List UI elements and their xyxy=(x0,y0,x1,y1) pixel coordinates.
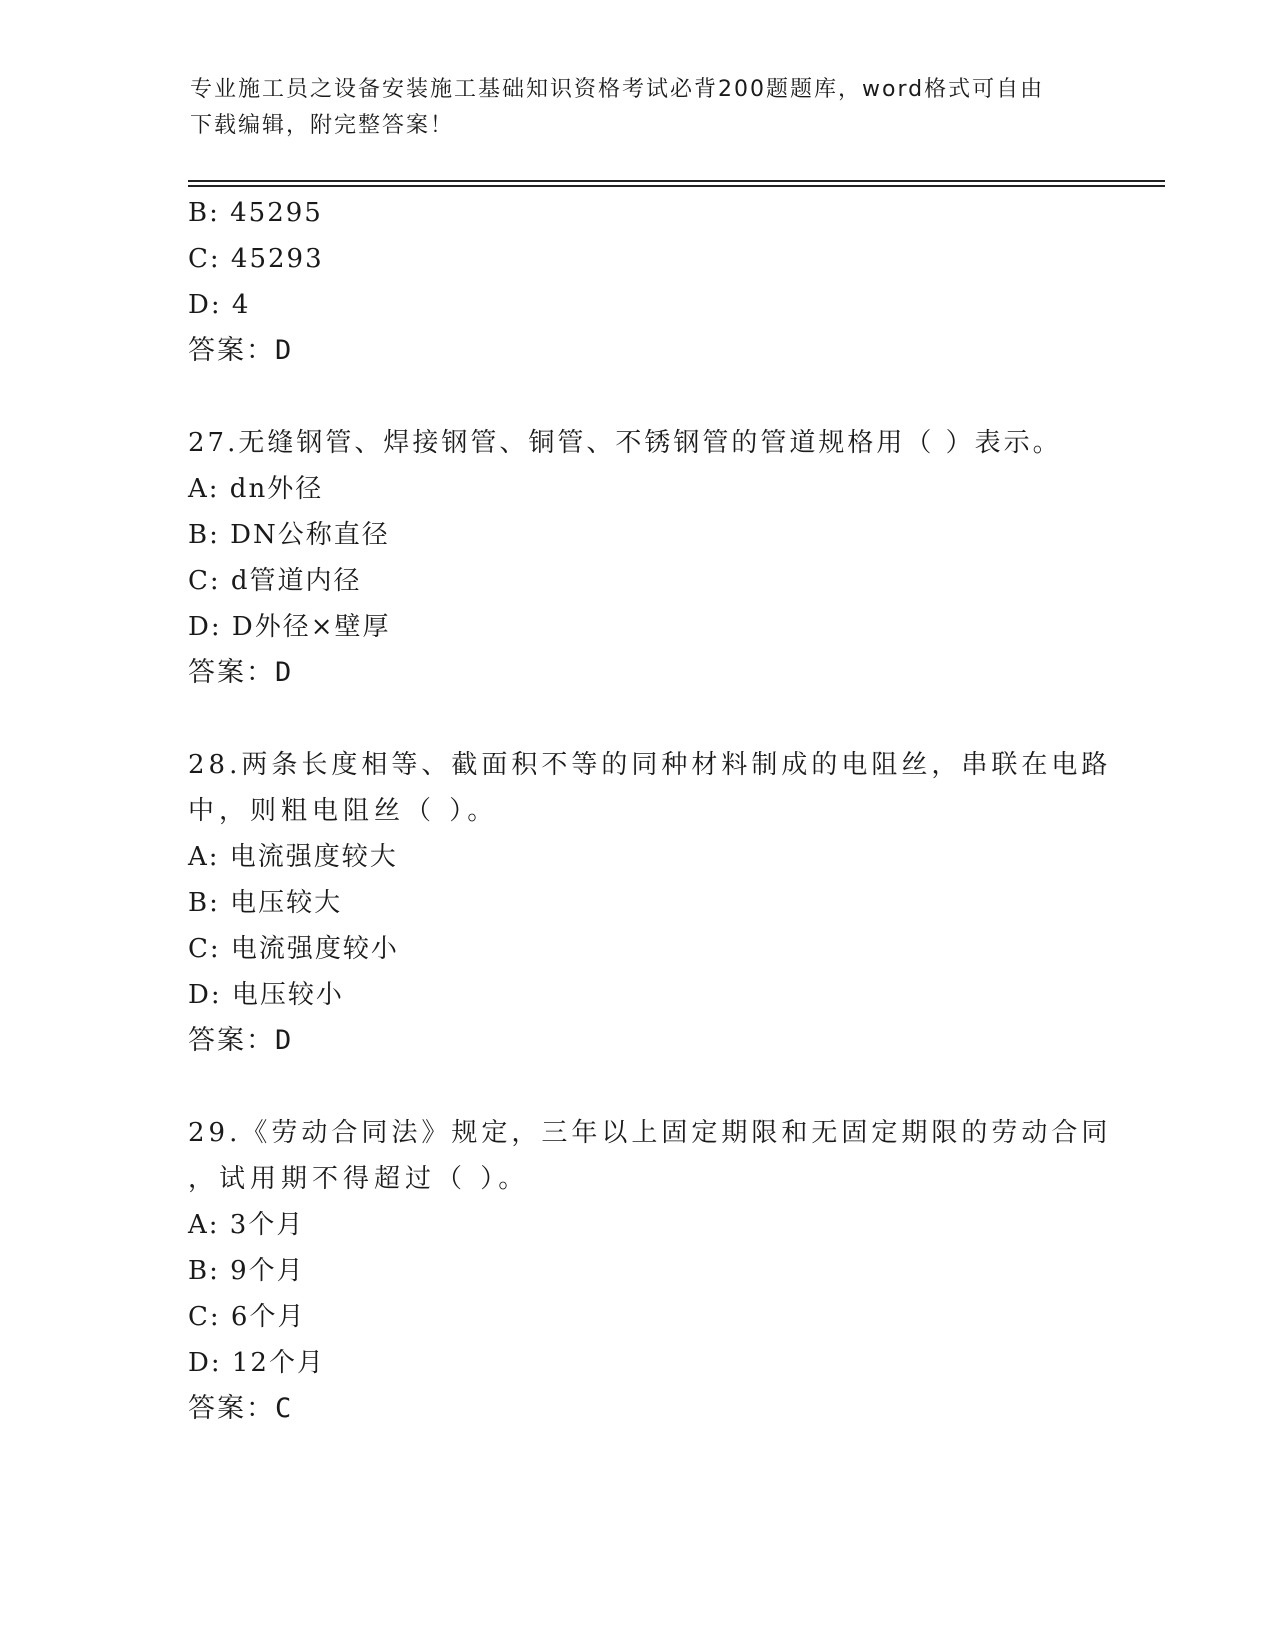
option-c: C: d管道内径 xyxy=(188,566,362,596)
option-d: D: 12个月 xyxy=(188,1348,325,1378)
question-list xyxy=(188,190,1112,1432)
question-27 xyxy=(188,420,1088,696)
option-b: B: 电压较大 xyxy=(188,888,343,918)
option-a: A: dn外径 xyxy=(188,474,324,504)
question-29 xyxy=(188,1110,1112,1432)
option-c: C: 电流强度较小 xyxy=(188,934,399,964)
question-stem-line-1: 28.两条长度相等、截面积不等的同种材料制成的电阻丝，串联在电路 xyxy=(188,750,1112,780)
option-a: A: 3个月 xyxy=(188,1210,305,1240)
header-divider-top xyxy=(188,180,1165,182)
option-d: D: 4 xyxy=(188,290,251,320)
header-line-1: 专业施工员之设备安装施工基础知识资格考试必背200题题库，word格式可自由 xyxy=(190,77,1045,102)
option-a: A: 电流强度较大 xyxy=(188,842,398,872)
spacer xyxy=(188,1064,1088,1110)
question-28 xyxy=(188,742,1112,1064)
answer-line: 答案：D xyxy=(188,1025,294,1056)
question-26-tail xyxy=(188,190,1088,374)
header-divider-bottom xyxy=(188,185,1165,187)
option-c: C: 6个月 xyxy=(188,1302,306,1332)
option-b: B: 9个月 xyxy=(188,1256,305,1286)
answer-line: 答案：D xyxy=(188,335,294,366)
option-d: D: D外径×壁厚 xyxy=(188,612,391,642)
question-stem-line-2: ，试用期不得超过（ ）。 xyxy=(188,1164,530,1194)
option-d: D: 电压较小 xyxy=(188,980,344,1010)
option-b: B: 45295 xyxy=(188,198,323,228)
answer-line: 答案：C xyxy=(188,1393,294,1424)
answer-line: 答案：D xyxy=(188,657,294,688)
header-line-2: 下载编辑，附完整答案！ xyxy=(190,113,455,138)
option-c: C: 45293 xyxy=(188,244,324,274)
spacer xyxy=(188,696,1088,742)
document-header xyxy=(190,72,1090,144)
spacer xyxy=(188,374,1088,420)
question-stem-line-2: 中，则粗电阻丝（ ）。 xyxy=(188,796,499,826)
option-b: B: DN公称直径 xyxy=(188,520,390,550)
question-stem-line-1: 29.《劳动合同法》规定，三年以上固定期限和无固定期限的劳动合同 xyxy=(188,1118,1112,1148)
question-stem: 27.无缝钢管、焊接钢管、铜管、不锈钢管的管道规格用（ ）表示。 xyxy=(188,428,1062,458)
